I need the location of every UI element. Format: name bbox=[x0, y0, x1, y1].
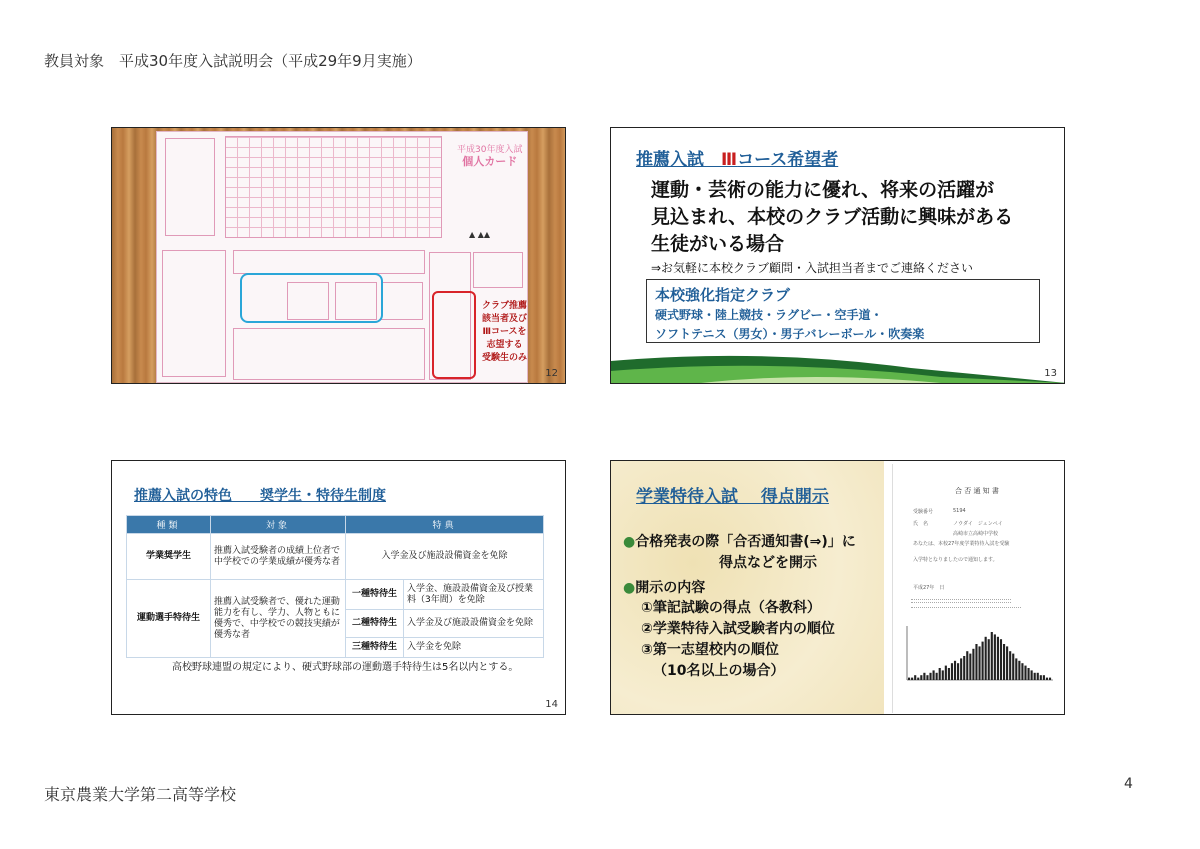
histogram-bar bbox=[948, 668, 950, 680]
table-row: 学業奨学生 推薦入試受験者の成績上位者で中学校での学業成績が優秀な者 入学金及び施設設備資金を免除 bbox=[127, 534, 544, 580]
page-footer: 東京農業大学第二高等学校 bbox=[44, 785, 237, 804]
histogram-bar bbox=[994, 634, 996, 680]
histogram-bar bbox=[957, 663, 959, 680]
histogram-bar bbox=[939, 668, 941, 680]
disclosure-items: ①筆記試験の得点（各教科） ②学業特待入試受験者内の順位 ③第一志望校内の順位 （10名以上の場合） bbox=[641, 600, 835, 679]
slide-12 bbox=[111, 127, 566, 384]
histogram-bar bbox=[914, 675, 916, 680]
histogram-bar bbox=[1031, 670, 1033, 680]
table-row: 運動選手特待生 推薦入試受験者で、優れた運動能力を有し、学力、人物ともに優秀で、中学校での競技実績が優秀な者 一種特待生 入学金、施設設備資金及び授業料（3年間）を免除 bbox=[127, 580, 544, 610]
histogram-bar bbox=[975, 644, 977, 680]
doc-lines bbox=[911, 607, 1021, 608]
doc-value: 5194 bbox=[953, 508, 966, 514]
histogram-bar bbox=[920, 675, 922, 680]
histogram-bar bbox=[1018, 661, 1020, 680]
club-list-line2: ソフトテニス（男女）・男子バレーボール・吹奏楽 bbox=[655, 327, 925, 341]
histogram-bar bbox=[1046, 678, 1048, 680]
histogram-bar bbox=[982, 642, 984, 680]
histogram-bar bbox=[1027, 668, 1029, 680]
highlight-box-blue bbox=[240, 273, 383, 323]
histogram-bar bbox=[1034, 673, 1036, 680]
histogram-bar bbox=[972, 649, 974, 680]
histogram-bar bbox=[978, 646, 980, 680]
slide-number: 14 bbox=[545, 699, 558, 710]
club-heading: 本校強化指定クラブ bbox=[655, 286, 791, 304]
doc-text: 高崎市立高崎中学校 bbox=[953, 531, 999, 537]
bullet-2: ●開示の内容 bbox=[623, 580, 706, 596]
histogram-bar bbox=[1003, 644, 1005, 680]
histogram-bar bbox=[942, 670, 944, 680]
doc-title: 合 否 通 知 書 bbox=[955, 487, 999, 495]
doc-lines bbox=[911, 599, 1011, 603]
histogram-bar bbox=[960, 658, 962, 680]
histogram-bar bbox=[1009, 651, 1011, 680]
doc-label: 氏 名 bbox=[913, 521, 929, 527]
histogram-bar bbox=[969, 654, 971, 680]
footnote: 高校野球連盟の規定により、硬式野球部の運動選手特待生は5名以内とする。 bbox=[172, 662, 519, 673]
histogram-bar bbox=[945, 666, 947, 680]
form-box bbox=[473, 252, 523, 288]
highlight-box-red bbox=[432, 291, 476, 379]
slide-number: 13 bbox=[1044, 368, 1057, 379]
histogram-bar bbox=[926, 675, 928, 680]
doc-label: 受験番号 bbox=[913, 509, 934, 515]
histogram-bar bbox=[1043, 675, 1045, 680]
col-header-benefit: 特典 bbox=[346, 516, 544, 534]
slide-title: 推薦入試 Ⅲコース希望者 bbox=[636, 150, 839, 170]
bullet-1: ●合格発表の際「合否通知書(⇒)」に bbox=[623, 534, 856, 550]
form-column bbox=[165, 138, 215, 236]
table-row: 二種特待生 入学金及び施設設備資金を免除 bbox=[127, 610, 544, 638]
doc-date: 平成27年 日 bbox=[913, 585, 945, 591]
doc-value: ノウダイ ジュンペイ bbox=[953, 521, 1003, 527]
slide-body: 運動・芸術の能力に優れ、将来の活躍が 見込まれ、本校のクラブ活動に興味がある 生徒がいる場合 bbox=[651, 179, 1014, 255]
form-mark: ▲ ▲▲ bbox=[469, 230, 490, 239]
score-histogram bbox=[905, 624, 1055, 684]
page-number: 4 bbox=[1124, 776, 1133, 792]
doc-text: あなたは、本校27年度学業特待入試を受験 bbox=[913, 541, 1010, 547]
club-list-line1: 硬式野球・陸上競技・ラグビー・空手道・ bbox=[655, 308, 883, 322]
slide-decoration bbox=[611, 343, 1065, 383]
contact-note: ⇒お気軽に本校クラブ顧問・入試担当者までご連絡ください bbox=[651, 261, 974, 275]
histogram-bar bbox=[911, 678, 913, 680]
histogram-bar bbox=[1049, 678, 1051, 680]
col-header-type: 種類 bbox=[127, 516, 211, 534]
histogram-bar bbox=[929, 673, 931, 680]
form-answer-grid bbox=[225, 136, 442, 238]
histogram-bar bbox=[988, 639, 990, 680]
slide-title: 推薦入試の特色 奨学生・特待生制度 bbox=[134, 488, 386, 504]
form-box bbox=[162, 250, 226, 377]
histogram-bar bbox=[951, 663, 953, 680]
card-title: 平成30年度入試 個人カード bbox=[457, 145, 523, 168]
histogram-bar bbox=[933, 670, 935, 680]
bullet-1-cont: 得点などを開示 bbox=[719, 555, 817, 571]
histogram-bar bbox=[985, 637, 987, 680]
histogram-bar bbox=[1000, 639, 1002, 680]
histogram-bar bbox=[1037, 673, 1039, 680]
histogram-bar bbox=[917, 678, 919, 680]
page-header: 教員対象 平成30年度入試説明会（平成29年9月実施） bbox=[44, 52, 422, 70]
form-box bbox=[233, 328, 425, 380]
slide-title: 学業特待入試 得点開示 bbox=[636, 487, 829, 507]
histogram-bar bbox=[966, 651, 968, 680]
histogram-bar bbox=[1021, 663, 1023, 680]
histogram-bar bbox=[923, 673, 925, 680]
red-note: クラブ推薦 該当者及び Ⅲコースを 志望する 受験生のみ bbox=[482, 301, 528, 363]
col-header-target: 対象 bbox=[211, 516, 346, 534]
doc-text: 入学特となりましたので通知します。 bbox=[913, 557, 998, 563]
scholarship-table bbox=[126, 515, 544, 658]
slide-13 bbox=[610, 127, 1065, 384]
form-box bbox=[381, 282, 423, 320]
result-notice-document bbox=[892, 464, 1063, 713]
slide-number: 12 bbox=[545, 368, 558, 379]
histogram-bar bbox=[1015, 658, 1017, 680]
club-box bbox=[646, 279, 1040, 343]
histogram-bar bbox=[963, 656, 965, 680]
histogram-bar bbox=[1012, 654, 1014, 680]
histogram-bar bbox=[1040, 675, 1042, 680]
histogram-bar bbox=[1024, 666, 1026, 680]
slide-14 bbox=[111, 460, 566, 715]
histogram-bar bbox=[936, 673, 938, 680]
histogram-bar bbox=[991, 632, 993, 680]
histogram-bar bbox=[1006, 646, 1008, 680]
slide-15 bbox=[610, 460, 1065, 715]
histogram-bar bbox=[997, 637, 999, 680]
form-box bbox=[233, 250, 425, 274]
histogram-bar bbox=[954, 661, 956, 680]
histogram-bar bbox=[908, 678, 910, 680]
table-row: 三種特待生 入学金を免除 bbox=[127, 638, 544, 658]
